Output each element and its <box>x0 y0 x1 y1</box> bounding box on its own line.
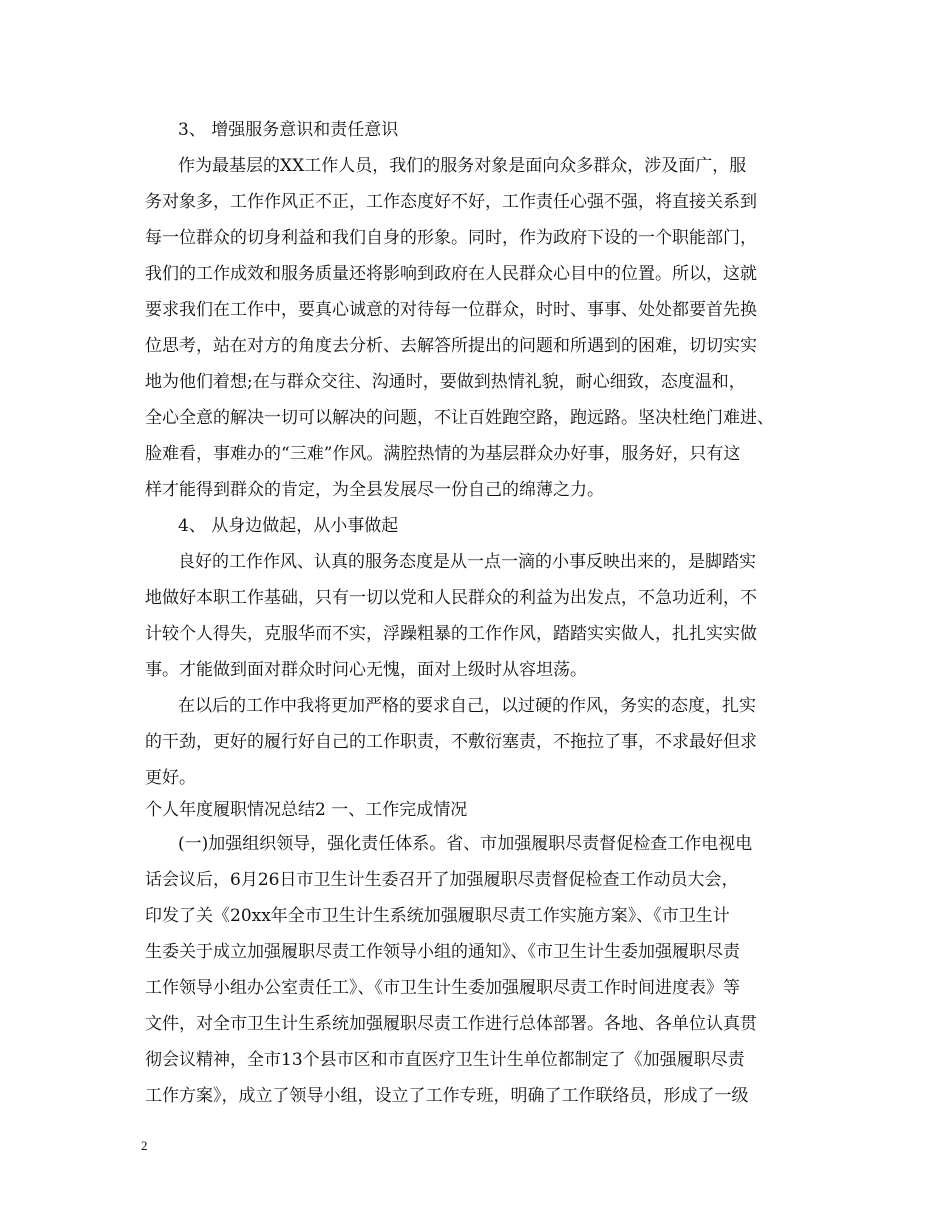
paragraph-line: 的干劲，更好的履行好自己的工作职责，不敷衍塞责，不拖拉了事，不求最好但求 <box>145 732 757 752</box>
paragraph-line: 工作方案》，成立了领导小组，设立了工作专班，明确了工作联络员，形成了一级 <box>145 1086 749 1106</box>
paragraph-line: 要求我们在工作中，要真心诚意的对待每一位群众，时时、事事、处处都要首先换 <box>145 300 757 320</box>
paragraph-line: 生委关于成立加强履职尽责工作领导小组的通知》、《市卫生计生委加强履职尽责 <box>145 942 740 962</box>
paragraph-line: 地为他们着想;在与群众交往、沟通时，要做到热情礼貌，耐心细致，态度温和， <box>145 372 746 392</box>
page-number: 2 <box>141 1138 148 1153</box>
paragraph-line: 我们的工作成效和服务质量还将影响到政府在人民群众心目中的位置。所以，这就 <box>145 264 757 284</box>
paragraph-line: 文件，对全市卫生计生系统加强履职尽责工作进行总体部署。各地、各单位认真贯 <box>145 1014 757 1034</box>
paragraph-line: 在以后的工作中我将更加严格的要求自己，以过硬的作风，务实的态度，扎实 <box>178 696 756 716</box>
paragraph-line: 务对象多，工作作风正不正，工作态度好不好，工作责任心强不强，将直接关系到 <box>145 192 757 212</box>
paragraph-line: 样才能得到群众的肯定，为全县发展尽一份自己的绵薄之力。 <box>145 480 604 500</box>
paragraph-line: 话会议后，6月26日市卫生计生委召开了加强履职尽责督促检查工作动员大会， <box>145 870 739 890</box>
paragraph-line: 良好的工作作风、认真的服务态度是从一点一滴的小事反映出来的，是脚踏实 <box>178 552 756 572</box>
section-title: 个人年度履职情况总结2 一、工作完成情况 <box>145 800 468 820</box>
paragraph-line: 每一位群众的切身利益和我们自身的形象。同时，作为政府下设的一个职能部门， <box>145 228 757 248</box>
paragraph-line: 位思考，站在对方的角度去分析、去解答所提出的问题和所遇到的困难，切切实实 <box>145 336 757 356</box>
paragraph-line: 全心全意的解决一切可以解决的问题，不让百姓跑空路，跑远路。坚决杜绝门难进、 <box>145 408 774 428</box>
paragraph-line: 计较个人得失，克服华而不实，浮躁粗暴的工作作风，踏踏实实做人，扎扎实实做 <box>145 624 757 644</box>
paragraph-line: 事。才能做到面对群众时问心无愧，面对上级时从容坦荡。 <box>145 660 587 680</box>
paragraph-line: 彻会议精神，全市13个县市区和市直医疗卫生计生单位都制定了《加强履职尽责 <box>145 1050 745 1070</box>
paragraph-line: 地做好本职工作基础，只有一切以党和人民群众的利益为出发点，不急功近利，不 <box>145 588 757 608</box>
paragraph-line: 脸难看，事难办的“三难”作风。满腔热情的为基层群众办好事，服务好，只有这 <box>145 444 741 464</box>
paragraph-line: 更好。 <box>145 768 196 788</box>
paragraph-line: 印发了关《20xx年全市卫生计生系统加强履职尽责工作实施方案》、《市卫生计 <box>145 906 730 926</box>
heading-3: 3、 增强服务意识和责任意识 <box>178 120 399 140</box>
paragraph-line: 作为最基层的XX工作人员，我们的服务对象是面向众多群众，涉及面广，服 <box>178 156 747 176</box>
heading-4: 4、 从身边做起，从小事做起 <box>178 516 399 536</box>
paragraph-line: (一)加强组织领导，强化责任体系。省、市加强履职尽责督促检查工作电视电 <box>178 834 753 854</box>
paragraph-line: 工作领导小组办公室责任工》、《市卫生计生委加强履职尽责工作时间进度表》等 <box>145 978 740 998</box>
